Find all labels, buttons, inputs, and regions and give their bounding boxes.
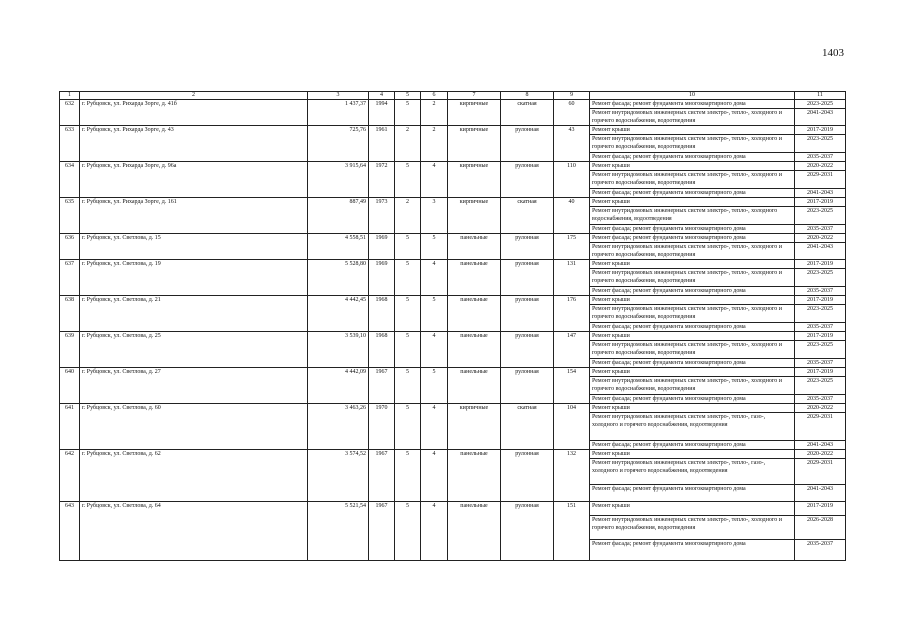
floors-count: 5 [395, 502, 421, 561]
entrances-count: 4 [421, 162, 448, 198]
house-area: 3 574,52 [308, 450, 369, 502]
floors-count: 5 [395, 404, 421, 450]
repair-period: 2041-2043 [795, 485, 846, 502]
repair-work-type: Ремонт внутридомовых инженерных систем электро-, тепло-, холодного и горячего водоснабжения, водоотведения [590, 243, 795, 260]
repair-period: 2035-2037 [795, 540, 846, 561]
repair-period: 2017-2019 [795, 260, 846, 269]
build-year: 1968 [369, 296, 395, 332]
table-row [60, 404, 846, 413]
repair-work-type: Ремонт крыши [590, 126, 795, 135]
table-row [60, 502, 846, 516]
repair-work-type: Ремонт фасада; ремонт фундамента многоквартирного дома [590, 323, 795, 332]
repair-work-type: Ремонт крыши [590, 368, 795, 377]
roof-type: рулонная [501, 368, 554, 404]
table-row [60, 368, 846, 377]
repair-period: 2023-2025 [795, 377, 846, 395]
record-number: 632 [60, 100, 80, 126]
repair-work-type: Ремонт крыши [590, 502, 795, 516]
table-row [60, 296, 846, 305]
roof-type: рулонная [501, 502, 554, 561]
house-area: 3 915,64 [308, 162, 369, 198]
record-number: 643 [60, 502, 80, 561]
wall-material: кирпичные [448, 404, 501, 450]
floors-count: 2 [395, 198, 421, 234]
header-cell: 11 [795, 92, 846, 100]
entrances-count: 4 [421, 260, 448, 296]
record-number: 642 [60, 450, 80, 502]
build-year: 1972 [369, 162, 395, 198]
header-cell: 3 [308, 92, 369, 100]
repair-period: 2041-2043 [795, 189, 846, 198]
floors-count: 5 [395, 368, 421, 404]
floors-count: 5 [395, 234, 421, 260]
repair-work-type: Ремонт внутридомовых инженерных систем электро-, тепло-, холодного и горячего водоснабжения, водоотведения [590, 305, 795, 323]
repair-period: 2035-2037 [795, 225, 846, 234]
wear-value: 40 [554, 198, 590, 234]
entrances-count: 4 [421, 332, 448, 368]
repair-period: 2026-2028 [795, 516, 846, 540]
house-area: 3 539,10 [308, 332, 369, 368]
wall-material: панельные [448, 450, 501, 502]
house-address: г. Рубцовск, ул. Светлова, д. 15 [80, 234, 308, 260]
repair-work-type: Ремонт внутридомовых инженерных систем электро-, тепло-, холодного и горячего водоснабжения, водоотведения [590, 135, 795, 153]
build-year: 1967 [369, 368, 395, 404]
header-cell: 8 [501, 92, 554, 100]
repair-period: 2017-2019 [795, 126, 846, 135]
repair-period: 2041-2043 [795, 441, 846, 450]
roof-type: рулонная [501, 126, 554, 162]
house-address: г. Рубцовск, ул. Рихарда Зорге, д. 96а [80, 162, 308, 198]
wear-value: 151 [554, 502, 590, 561]
repair-period: 2029-2031 [795, 171, 846, 189]
floors-count: 5 [395, 296, 421, 332]
repair-work-type: Ремонт фасада; ремонт фундамента многоквартирного дома [590, 100, 795, 109]
record-number: 638 [60, 296, 80, 332]
repair-work-type: Ремонт фасада; ремонт фундамента многоквартирного дома [590, 189, 795, 198]
table-row [60, 126, 846, 135]
entrances-count: 2 [421, 100, 448, 126]
house-area: 725,76 [308, 126, 369, 162]
wall-material: панельные [448, 260, 501, 296]
house-address: г. Рубцовск, ул. Рихарда Зорге, д. 41б [80, 100, 308, 126]
record-number: 641 [60, 404, 80, 450]
house-address: г. Рубцовск, ул. Светлова, д. 62 [80, 450, 308, 502]
house-address: г. Рубцовск, ул. Рихарда Зорге, д. 161 [80, 198, 308, 234]
page-number: 1403 [822, 47, 844, 59]
header-cell: 4 [369, 92, 395, 100]
wall-material: кирпичные [448, 100, 501, 126]
roof-type: рулонная [501, 234, 554, 260]
house-area: 5 528,80 [308, 260, 369, 296]
house-area: 3 463,26 [308, 404, 369, 450]
wear-value: 132 [554, 450, 590, 502]
repair-work-type: Ремонт крыши [590, 404, 795, 413]
wear-value: 154 [554, 368, 590, 404]
roof-type: скатная [501, 100, 554, 126]
repair-period: 2041-2043 [795, 109, 846, 126]
roof-type: рулонная [501, 260, 554, 296]
repair-period: 2020-2022 [795, 234, 846, 243]
repair-period: 2023-2025 [795, 135, 846, 153]
repair-period: 2017-2019 [795, 296, 846, 305]
repair-period: 2017-2019 [795, 198, 846, 207]
repair-period: 2023-2025 [795, 341, 846, 359]
floors-count: 5 [395, 100, 421, 126]
build-year: 1969 [369, 260, 395, 296]
house-address: г. Рубцовск, ул. Светлова, д. 19 [80, 260, 308, 296]
repair-work-type: Ремонт фасада; ремонт фундамента многоквартирного дома [590, 225, 795, 234]
house-address: г. Рубцовск, ул. Рихарда Зорге, д. 43 [80, 126, 308, 162]
house-area: 4 442,45 [308, 296, 369, 332]
house-address: г. Рубцовск, ул. Светлова, д. 27 [80, 368, 308, 404]
repair-period: 2035-2037 [795, 359, 846, 368]
wall-material: панельные [448, 296, 501, 332]
repair-work-type: Ремонт внутридомовых инженерных систем электро-, тепло-, холодного и горячего водоснабжения, водоотведения [590, 377, 795, 395]
repair-work-type: Ремонт фасада; ремонт фундамента многоквартирного дома [590, 153, 795, 162]
repair-period: 2041-2043 [795, 243, 846, 260]
repair-period: 2020-2022 [795, 450, 846, 459]
header-cell: 7 [448, 92, 501, 100]
entrances-count: 5 [421, 234, 448, 260]
build-year: 1970 [369, 404, 395, 450]
entrances-count: 5 [421, 368, 448, 404]
table-row [60, 450, 846, 459]
build-year: 1961 [369, 126, 395, 162]
repair-work-type: Ремонт фасада; ремонт фундамента многоквартирного дома [590, 441, 795, 450]
record-number: 637 [60, 260, 80, 296]
roof-type: рулонная [501, 450, 554, 502]
entrances-count: 4 [421, 404, 448, 450]
repair-period: 2035-2037 [795, 287, 846, 296]
floors-count: 2 [395, 126, 421, 162]
house-area: 887,49 [308, 198, 369, 234]
repair-period: 2023-2025 [795, 269, 846, 287]
roof-type: рулонная [501, 162, 554, 198]
wall-material: кирпичные [448, 198, 501, 234]
repair-period: 2023-2025 [795, 100, 846, 109]
house-address: г. Рубцовск, ул. Светлова, д. 21 [80, 296, 308, 332]
repair-period: 2017-2019 [795, 368, 846, 377]
repair-period: 2017-2019 [795, 502, 846, 516]
repair-work-type: Ремонт внутридомовых инженерных систем электро-, тепло-, холодного и горячего водоснабжения, водоотведения [590, 341, 795, 359]
entrances-count: 4 [421, 502, 448, 561]
repair-work-type: Ремонт внутридомовых инженерных систем электро-, тепло-, холодного водоснабжения, водоотведения [590, 207, 795, 225]
repair-work-type: Ремонт крыши [590, 332, 795, 341]
record-number: 640 [60, 368, 80, 404]
record-number: 635 [60, 198, 80, 234]
wear-value: 175 [554, 234, 590, 260]
house-address: г. Рубцовск, ул. Светлова, д. 25 [80, 332, 308, 368]
repair-work-type: Ремонт фасада; ремонт фундамента многоквартирного дома [590, 359, 795, 368]
entrances-count: 3 [421, 198, 448, 234]
repair-work-type: Ремонт фасада; ремонт фундамента многоквартирного дома [590, 485, 795, 502]
repair-work-type: Ремонт внутридомовых инженерных систем электро-, тепло-, газо-, холодного и горячего водоснабжения, водоотведения [590, 459, 795, 485]
table-row [60, 332, 846, 341]
floors-count: 5 [395, 162, 421, 198]
table-row [60, 198, 846, 207]
repair-period: 2020-2022 [795, 404, 846, 413]
header-cell: 2 [80, 92, 308, 100]
repair-period: 2020-2022 [795, 162, 846, 171]
capital-repair-table [59, 91, 846, 561]
house-area: 4 442,09 [308, 368, 369, 404]
repair-work-type: Ремонт крыши [590, 162, 795, 171]
wall-material: панельные [448, 332, 501, 368]
repair-work-type: Ремонт фасада; ремонт фундамента многоквартирного дома [590, 287, 795, 296]
wear-value: 104 [554, 404, 590, 450]
repair-work-type: Ремонт крыши [590, 198, 795, 207]
repair-work-type: Ремонт внутридомовых инженерных систем электро-, тепло-, холодного и горячего водоснабжения, водоотведения [590, 171, 795, 189]
wear-value: 147 [554, 332, 590, 368]
repair-period: 2035-2037 [795, 323, 846, 332]
build-year: 1968 [369, 332, 395, 368]
repair-period: 2023-2025 [795, 207, 846, 225]
header-cell: 1 [60, 92, 80, 100]
header-cell: 10 [590, 92, 795, 100]
floors-count: 5 [395, 332, 421, 368]
house-area: 5 521,54 [308, 502, 369, 561]
table-row [60, 162, 846, 171]
house-address: г. Рубцовск, ул. Светлова, д. 60 [80, 404, 308, 450]
record-number: 634 [60, 162, 80, 198]
build-year: 1994 [369, 100, 395, 126]
header-cell: 6 [421, 92, 448, 100]
house-area: 1 437,37 [308, 100, 369, 126]
build-year: 1969 [369, 234, 395, 260]
repair-work-type: Ремонт внутридомовых инженерных систем электро-, тепло-, холодного и горячего водоснабжения, водоотведения [590, 269, 795, 287]
repair-work-type: Ремонт фасада; ремонт фундамента многоквартирного дома [590, 234, 795, 243]
table-row [60, 260, 846, 269]
wear-value: 43 [554, 126, 590, 162]
repair-work-type: Ремонт фасада; ремонт фундамента многоквартирного дома [590, 395, 795, 404]
repair-work-type: Ремонт внутридомовых инженерных систем электро-, тепло-, холодного и горячего водоснабжения, водоотведения [590, 516, 795, 540]
repair-period: 2035-2037 [795, 395, 846, 404]
floors-count: 5 [395, 450, 421, 502]
repair-work-type: Ремонт внутридомовых инженерных систем электро-, тепло-, газо-, холодного и горячего водоснабжения, водоотведения [590, 413, 795, 441]
entrances-count: 5 [421, 296, 448, 332]
repair-period: 2023-2025 [795, 305, 846, 323]
header-cell: 5 [395, 92, 421, 100]
repair-period: 2029-2031 [795, 413, 846, 441]
roof-type: скатная [501, 198, 554, 234]
repair-period: 2029-2031 [795, 459, 846, 485]
repair-work-type: Ремонт внутридомовых инженерных систем электро-, тепло-, холодного и горячего водоснабжения, водоотведения [590, 109, 795, 126]
roof-type: рулонная [501, 332, 554, 368]
column-number-row [60, 92, 846, 100]
build-year: 1967 [369, 450, 395, 502]
entrances-count: 2 [421, 126, 448, 162]
table-row [60, 234, 846, 243]
wear-value: 176 [554, 296, 590, 332]
wall-material: панельные [448, 502, 501, 561]
roof-type: скатная [501, 404, 554, 450]
entrances-count: 4 [421, 450, 448, 502]
repair-work-type: Ремонт крыши [590, 296, 795, 305]
floors-count: 5 [395, 260, 421, 296]
wear-value: 110 [554, 162, 590, 198]
record-number: 636 [60, 234, 80, 260]
table-row [60, 100, 846, 109]
record-number: 633 [60, 126, 80, 162]
repair-period: 2035-2037 [795, 153, 846, 162]
record-number: 639 [60, 332, 80, 368]
wear-value: 60 [554, 100, 590, 126]
wall-material: кирпичные [448, 162, 501, 198]
wall-material: панельные [448, 368, 501, 404]
house-area: 4 558,51 [308, 234, 369, 260]
build-year: 1973 [369, 198, 395, 234]
build-year: 1967 [369, 502, 395, 561]
wall-material: панельные [448, 234, 501, 260]
roof-type: рулонная [501, 296, 554, 332]
wall-material: кирпичные [448, 126, 501, 162]
repair-work-type: Ремонт крыши [590, 260, 795, 269]
header-cell: 9 [554, 92, 590, 100]
repair-work-type: Ремонт крыши [590, 450, 795, 459]
repair-period: 2017-2019 [795, 332, 846, 341]
house-address: г. Рубцовск, ул. Светлова, д. 64 [80, 502, 308, 561]
wear-value: 131 [554, 260, 590, 296]
repair-work-type: Ремонт фасада; ремонт фундамента многоквартирного дома [590, 540, 795, 561]
